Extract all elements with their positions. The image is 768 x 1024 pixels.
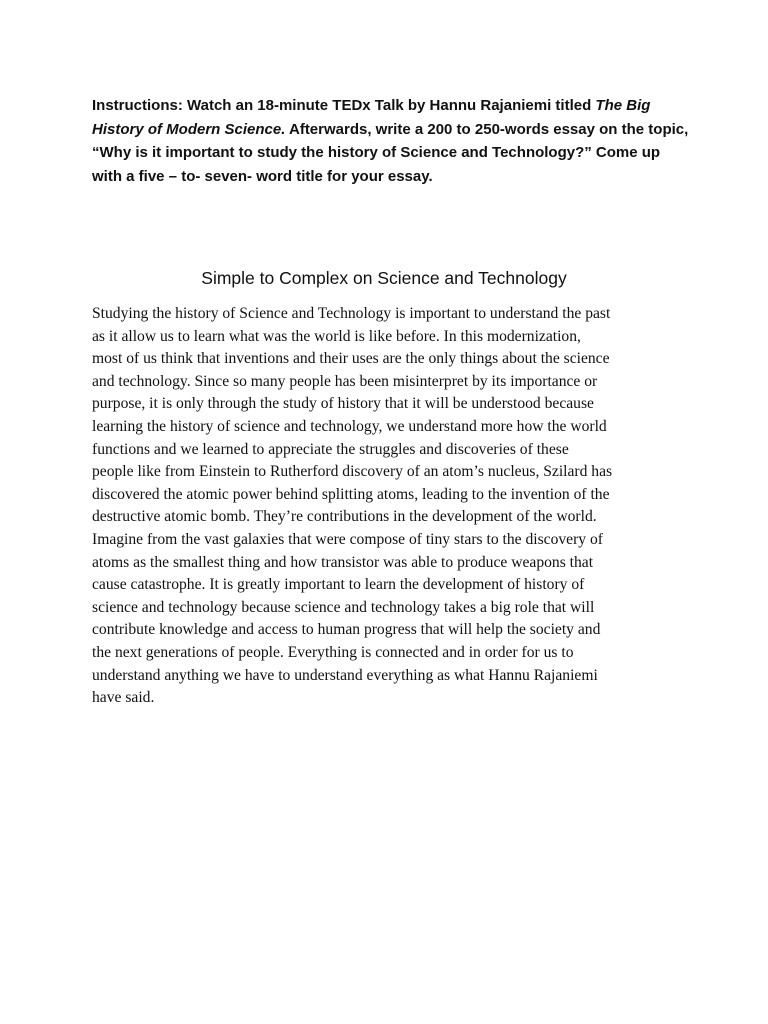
essay-line: Studying the history of Science and Technology is important to understand the past: [92, 305, 611, 322]
essay-line: people like from Einstein to Rutherford discovery of an atom’s nucleus, Szilard has: [92, 463, 613, 481]
essay-line: Imagine from the vast galaxies that were compose of tiny stars to the discovery of: [92, 530, 603, 548]
essay-line: most of us think that inventions and their uses are the only things about the science: [92, 350, 610, 368]
essay-title: Simple to Complex on Science and Technology: [201, 268, 567, 288]
essay-line: as it allow us to learn what was the world is like before. In this modernization,: [92, 327, 581, 345]
essay-line: learning the history of science and technology, we understand more how the world: [92, 417, 607, 435]
essay-line: cause catastrophe. It is greatly important to learn the development of history of: [92, 576, 585, 594]
essay-body: [92, 303, 692, 710]
talk-title: The Big History of Modern Science.: [92, 97, 651, 138]
essay-line: the next generations of people. Everything is connected and in order for us to: [92, 643, 574, 661]
essay-line: discovered the atomic power behind splitting atoms, leading to the invention of the: [92, 485, 610, 503]
instructions-paragraph: [92, 94, 692, 188]
essay-line: functions and we learned to appreciate the struggles and discoveries of these: [92, 440, 569, 458]
essay-line: destructive atomic bomb. They’re contributions in the development of the world.: [92, 508, 597, 526]
essay-line: atoms as the smallest thing and how transistor was able to produce weapons that: [92, 553, 594, 571]
essay-line: science and technology because science and technology takes a big role that will: [92, 598, 595, 616]
instructions-text-end: Afterwards, write a 200 to 250-words essay on the topic, “Why is it important to study the history of Science and Technology?” Come up with a five – to- seven- word title for your essay.: [92, 120, 689, 185]
essay-line: contribute knowledge and access to human progress that will help the society and: [92, 621, 601, 639]
essay-line: have said.: [92, 689, 155, 707]
instructions-text-start: Instructions: Watch an 18-minute TEDx Talk by Hannu Rajaniemi titled: [92, 97, 596, 114]
essay-line: and technology. Since so many people has been misinterpret by its importance or: [92, 372, 598, 390]
essay-line: purpose, it is only through the study of history that it will be understood because: [92, 395, 594, 413]
essay-line: understand anything we have to understand everything as what Hannu Rajaniemi: [92, 666, 598, 684]
